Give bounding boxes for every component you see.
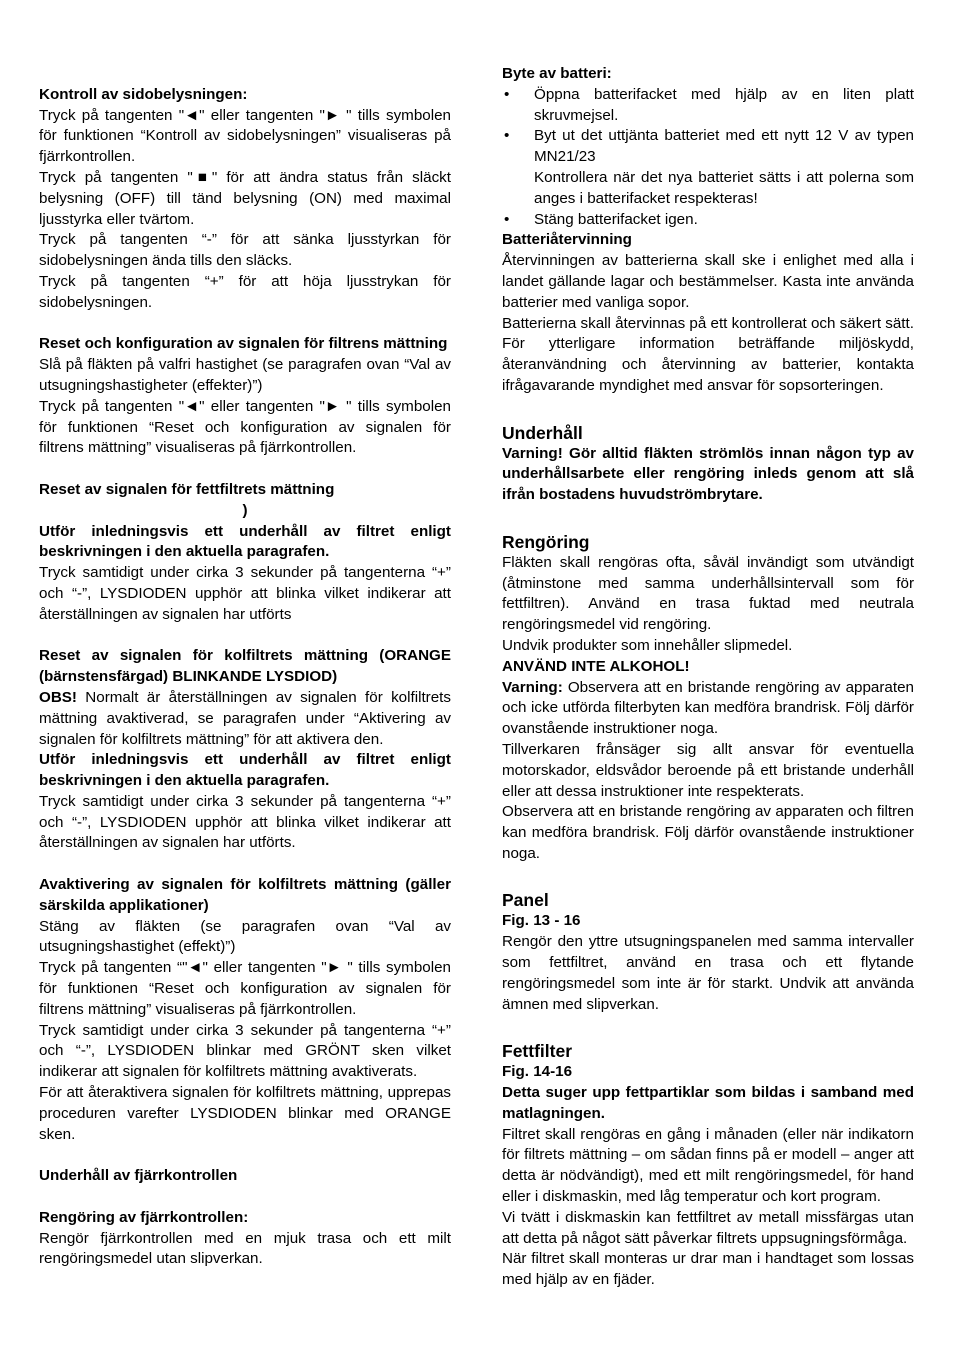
spacer xyxy=(39,854,451,875)
section-heading: Rengöring av fjärrkontrollen: xyxy=(39,1208,249,1226)
spacer xyxy=(39,314,451,335)
paragraph: När filtret skall monteras ur drar man i handtaget som lossas med hjälp av en fjäder. xyxy=(502,1250,914,1289)
paragraph: Vi tvätt i diskmaskin kan fettfiltret av metall missfärgas utan att detta på något sätt påverkar filtrets uppsugningsförmåga. xyxy=(502,1208,914,1247)
left-column xyxy=(39,64,451,1270)
paragraph: För att återaktivera signalen för kolfiltrets mättning, upprepas proceduren varefter LYSDIODEN blinkar med ORANGE sken. xyxy=(39,1084,451,1143)
figure-reference: Fig. 14-16 xyxy=(502,1063,573,1081)
paragraph: För ytterligare information beträffande miljöskydd, återanvändning och återvinning av batterier, kontakta ifrågavarande myndighet med ansvar för sopsorteringen. xyxy=(502,335,914,394)
paragraph: Stäng av fläkten (se paragrafen ovan “Val av utsugningshastighet (effekt)”) xyxy=(39,917,451,956)
spacer xyxy=(39,64,451,85)
paragraph: Tryck på tangenten "◄" eller tangenten "► " tills symbolen för funktionen “Reset och konfiguration av signalen för filtrens mättning” visualiseras på fjärrkontrollen. xyxy=(39,397,451,457)
paragraph: Tryck samtidigt under cirka 3 sekunder på tangenterna “+” och “-”, LYSDIODEN upphör att blinka vilket indikerar att återställningen av signalen har utförts xyxy=(39,564,451,623)
section-heading: Avaktivering av signalen för kolfiltrets mättning (gäller särskilda applikationer) xyxy=(39,876,451,914)
paragraph: Tryck samtidigt under cirka 3 sekunder på tangenterna “+” och “-”, LYSDIODEN blinkar med GRÖNT sken vilket indikerar att signalen för kolfiltrets mättning avaktiverats. xyxy=(39,1021,451,1081)
spacer xyxy=(39,1145,451,1166)
bold-instruction: Utför inledningsvis ett underhåll av filtret enligt beskrivningen i den aktuella paragrafen. xyxy=(39,751,451,790)
section-title: Fettfilter xyxy=(502,1041,572,1062)
section-heading: Reset av signalen för kolfiltrets mättning (ORANGE (bärnstensfärgad) BLINKANDE LYSDIOD) xyxy=(39,647,451,686)
paragraph: Tryck på tangenten “"◄" eller tangenten "► " tills symbolen för funktionen “Reset och konfiguration av signalen för filtrens mättning” visualiseras på fjärrkontrollen. xyxy=(39,959,451,1018)
warning-label: Varning: xyxy=(502,678,563,696)
paragraph: Undvik produkter som innehåller slipmedel. xyxy=(502,636,793,654)
bullet-icon: • xyxy=(504,210,510,228)
section-heading: Kontroll av sidobelysningen: xyxy=(39,85,248,103)
battery-note: Kontrollera när det nya batteriet sätts i att polerna som anges i batterifacket respekteras! xyxy=(534,168,914,207)
list-item xyxy=(502,85,914,127)
paragraph: Återvinningen av batterierna skall ske i enlighet med alla i landet gällande lagar och bestämmelser. Kasta inte använda batterier med vanliga sopor. xyxy=(502,252,914,311)
paragraph: Rengör fjärrkontrollen med en mjuk trasa och ett milt rengöringsmedel utan slipverkan. xyxy=(39,1229,451,1268)
spacer xyxy=(39,1187,451,1208)
paragraph: Fläkten skall rengöras ofta, såväl invändigt som utvändigt (åtminstone med samma underhållsintervall som för fettfiltren). Använd en trasa fuktad med neutrala rengöringsmedel vid rengöring. xyxy=(502,553,914,634)
list-item-text: Öppna batterifacket med hjälp av en liten platt skruvmejsel. xyxy=(534,85,914,124)
list-item-text: Byt ut det uttjänta batteriet med ett nytt 12 V av typen MN21/23 xyxy=(534,127,914,166)
spacer xyxy=(39,626,451,647)
paragraph: Filtret skall rengöras en gång i månaden (eller när indikatorn för filtrets mättning – om sådan finns på er modell – anger att detta är nödvändigt), med ett milt rengöringsmedel, för hand eller i diskmaskin, med låg temperatur och kort program. xyxy=(502,1125,914,1206)
paragraph: Tryck på tangenten “+” för att höja ljusstrykan för sidobelysningen. xyxy=(39,272,451,311)
paragraph: Rengör den yttre utsugningspanelen med samma intervaller som fettfiltret, använd en trasa och ett flytande rengöringsmedel som inte är för starkt. Undvik att använda ämnen med slipverkan. xyxy=(502,933,914,1013)
section-heading: Batteriåtervinning xyxy=(502,231,632,249)
paragraph: Tryck på tangenten “-” för att sänka ljusstyrkan för sidobelysningen ända tills den släcks. xyxy=(39,231,451,270)
section-heading: Reset och konfiguration av signalen för filtrens mättning xyxy=(39,335,448,353)
spacer xyxy=(502,1015,914,1036)
paragraph: Observera att en bristande rengöring av apparaten och filtren kan medföra brandrisk. Följ därför ovanstående instruktioner noga. xyxy=(502,803,914,862)
section-title: Rengöring xyxy=(502,531,590,552)
spacer xyxy=(502,397,914,418)
bold-instruction: Utför inledningsvis ett underhåll av filtret enligt beskrivningen i den aktuella paragrafen. xyxy=(39,522,451,561)
section-title: Panel xyxy=(502,890,549,911)
battery-steps-list-end xyxy=(502,210,914,231)
spacer xyxy=(502,506,914,527)
list-item xyxy=(502,126,914,168)
battery-steps-list xyxy=(502,85,914,168)
warning-caps: ANVÄND INTE ALKOHOL! xyxy=(502,657,690,675)
bold-paragraph: Detta suger upp fettpartiklar som bildas i samband med matlagningen. xyxy=(502,1084,914,1122)
paragraph: Batterierna skall återvinnas på ett kontrollerat och säkert sätt. xyxy=(502,314,914,332)
warning-text: Observera att en bristande rengöring av apparaten och icke utförda filterbyten kan medföra brandrisk. Följ därför ovanstående instruktioner noga. xyxy=(502,678,914,738)
bullet-icon: • xyxy=(504,127,510,145)
section-title: Underhåll xyxy=(502,422,583,443)
bullet-icon: • xyxy=(504,85,510,103)
paragraph: Tryck på tangenten "■" för att ändra status från släckt belysning (OFF) till tänd belysning (ON) med maximal ljusstyrka eller tvärtom. xyxy=(39,168,451,228)
list-item xyxy=(502,210,914,231)
spacer xyxy=(39,459,451,480)
paragraph: Slå på fläkten på valfri hastighet (se paragrafen ovan “Val av utsugningshastigheter (effekter)”) xyxy=(39,356,451,394)
paragraph: Tryck samtidigt under cirka 3 sekunder på tangenterna “+” och “-”, LYSDIODEN upphör att blinka vilket indikerar att återställningen av signalen har utförts. xyxy=(39,792,451,852)
obs-text: Normalt är återställningen av signalen för kolfiltrets mättning avaktiverad, se paragrafen under “Aktivering av signalen för kolfiltrets mättning” för att aktivera den. xyxy=(39,688,451,748)
paragraph: Tillverkaren frånsäger sig allt ansvar för eventuella motorskador, eldsvådor beroende på ett bristande underhåll eller att dessa instruktioner inte respekterats. xyxy=(502,740,914,800)
right-column xyxy=(502,64,914,1291)
warning-text: Varning! Gör alltid fläkten strömlös innan någon typ av underhållsarbete eller rengöring inleds genom att slå ifrån bostadens huvudströmbrytare. xyxy=(502,444,914,504)
paragraph: Tryck på tangenten "◄" eller tangenten "► " tills symbolen för funktionen “Kontroll av sidobelysningen” visualiseras på fjärrkontrollen. xyxy=(39,106,451,166)
section-heading: Underhåll av fjärrkontrollen xyxy=(39,1167,238,1185)
obs-label: OBS! xyxy=(39,688,77,706)
section-heading: Reset av signalen för fettfiltrets mättning xyxy=(39,480,335,498)
section-heading: Byte av batteri: xyxy=(502,65,612,82)
stray-parenthesis: ) xyxy=(242,501,248,519)
warning-paragraph xyxy=(502,678,914,740)
list-item-text: Stäng batterifacket igen. xyxy=(534,210,698,228)
spacer xyxy=(502,865,914,886)
obs-paragraph xyxy=(39,688,451,750)
figure-reference: Fig. 13 - 16 xyxy=(502,912,581,930)
